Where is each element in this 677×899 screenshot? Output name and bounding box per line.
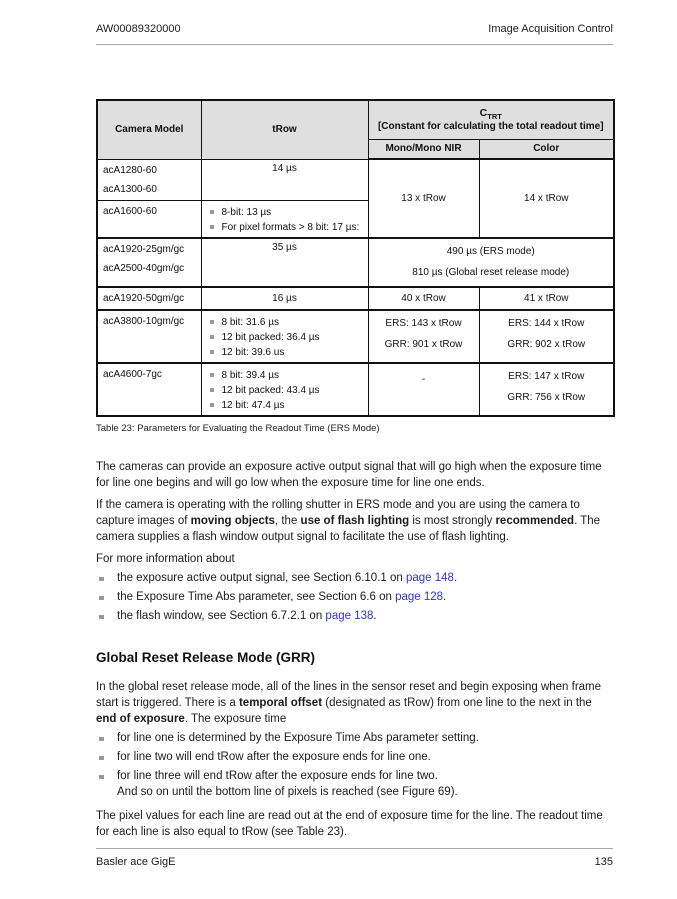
paragraph-pixel-readout: The pixel values for each line are read out at the end of exposure time for the line. The readout time for each line is also equal to tRow (see Table 23). <box>96 809 603 838</box>
section-heading-grr: Global Reset Release Mode (GRR) <box>96 649 316 665</box>
page-header <box>96 23 613 35</box>
table-row-aca4600 <box>97 363 614 416</box>
list-item: 8-bit: 13 µs <box>210 205 366 220</box>
list-item: for line one is determined by the Exposure Time Abs parameter setting. <box>96 729 613 748</box>
body-text <box>96 459 613 840</box>
list-item: 12 bit: 47.4 µs <box>210 398 366 413</box>
table-row-aca3800 <box>97 310 614 363</box>
cell-trow <box>201 200 368 238</box>
cell-trow: 14 µs <box>201 159 368 200</box>
readout-time-table <box>96 99 615 417</box>
list-item: 12 bit packed: 36.4 µs <box>210 330 366 345</box>
list-item: the exposure active output signal, see Section 6.10.1 on page 148. <box>96 569 613 588</box>
table-row-aca1920-50 <box>97 287 614 310</box>
col-header-mono: Mono/Mono NIR <box>368 139 479 159</box>
footer-page-number: 135 <box>594 856 613 868</box>
cell-model: acA1600-60 <box>97 200 201 238</box>
grr-list <box>96 729 613 802</box>
header-rule <box>96 44 613 45</box>
cell-mono: 40 x tRow <box>368 287 479 310</box>
footer-product-name: Basler ace GigE <box>96 856 176 868</box>
cell-ctrt-merged: 490 µs (ERS mode) 810 µs (Global reset release mode) <box>368 238 614 287</box>
table-row-aca1280 <box>97 159 614 200</box>
page-128-link[interactable]: page 128 <box>395 591 444 603</box>
list-item: the flash window, see Section 6.7.2.1 on page 138. <box>96 607 613 626</box>
more-info-list <box>96 569 613 626</box>
cell-mono: - <box>368 363 479 416</box>
col-header-color: Color <box>479 139 614 159</box>
page-138-link[interactable]: page 138 <box>325 610 374 622</box>
list-item: for line two will end tRow after the exposure ends for line one. <box>96 748 613 767</box>
cell-model: acA1280-60 acA1300-60 <box>97 159 201 200</box>
list-item: 8 bit: 39.4 µs <box>210 368 366 383</box>
header-section-title: Image Acquisition Control <box>488 23 613 35</box>
cell-trow <box>201 310 368 363</box>
page-footer <box>96 856 613 868</box>
cell-color: ERS: 144 x tRow GRR: 902 x tRow <box>479 310 614 363</box>
list-item: 12 bit: 39.6 us <box>210 345 366 360</box>
list-item: 12 bit packed: 43.4 µs <box>210 383 366 398</box>
table-row-aca1920-25 <box>97 238 614 287</box>
cell-color: 41 x tRow <box>479 287 614 310</box>
more-info-intro: For more information about <box>96 552 235 565</box>
ctrt-description: [Constant for calculating the total readout time] <box>377 121 604 133</box>
cell-mono: 13 x tRow <box>368 159 479 238</box>
col-header-camera-model: Camera Model <box>97 100 201 159</box>
cell-model: acA1920-50gm/gc <box>97 287 201 310</box>
cell-color: 14 x tRow <box>479 159 614 238</box>
cell-model: acA3800-10gm/gc <box>97 310 201 363</box>
paragraph-grr-intro: In the global reset release mode, all of the lines in the sensor reset and begin exposing when frame start is triggered. There is a temporal offset (designated as tRow) from one line to the next in the end of exposure. The exposure time <box>96 680 602 725</box>
cell-trow <box>201 363 368 416</box>
cell-color: ERS: 147 x tRow GRR: 756 x tRow <box>479 363 614 416</box>
col-header-ctrt <box>368 100 614 139</box>
table-header-row-1 <box>97 100 614 139</box>
list-item: 8 bit: 31.6 µs <box>210 315 366 330</box>
list-item: For pixel formats > 8 bit: 17 µs: <box>210 220 366 235</box>
list-item: for line three will end tRow after the exposure ends for line two. And so on until the bottom line of pixels is reached (see Figure 69). <box>96 767 613 802</box>
cell-trow: 35 µs <box>201 238 368 287</box>
paragraph-flash-recommendation: If the camera is operating with the rolling shutter in ERS mode and you are using the camera to capture images of moving objects, the use of flash lighting is most strongly recommended. The camera supplies a flash window output signal to facilitate the use of flash lighting. <box>96 498 601 543</box>
cell-model: acA1920-25gm/gc acA2500-40gm/gc <box>97 238 201 287</box>
list-item: the Exposure Time Abs parameter, see Section 6.6 on page 128. <box>96 588 613 607</box>
cell-model: acA4600-7gc <box>97 363 201 416</box>
cell-trow: 16 µs <box>201 287 368 310</box>
footer-rule <box>96 848 613 849</box>
page-148-link[interactable]: page 148 <box>405 572 454 584</box>
col-header-trow: tRow <box>201 100 368 159</box>
paragraph-exposure-active: The cameras can provide an exposure active output signal that will go high when the exposure time for line one begins and will go low when the exposure time for line one ends. <box>96 460 602 489</box>
ctrt-symbol: $C_{TRT}$ <box>479 107 502 122</box>
page-content <box>96 99 613 840</box>
table-caption: Table 23: Parameters for Evaluating the Readout Time (ERS Mode) <box>96 422 380 434</box>
header-doc-id: AW00089320000 <box>96 23 181 35</box>
cell-mono: ERS: 143 x tRow GRR: 901 x tRow <box>368 310 479 363</box>
